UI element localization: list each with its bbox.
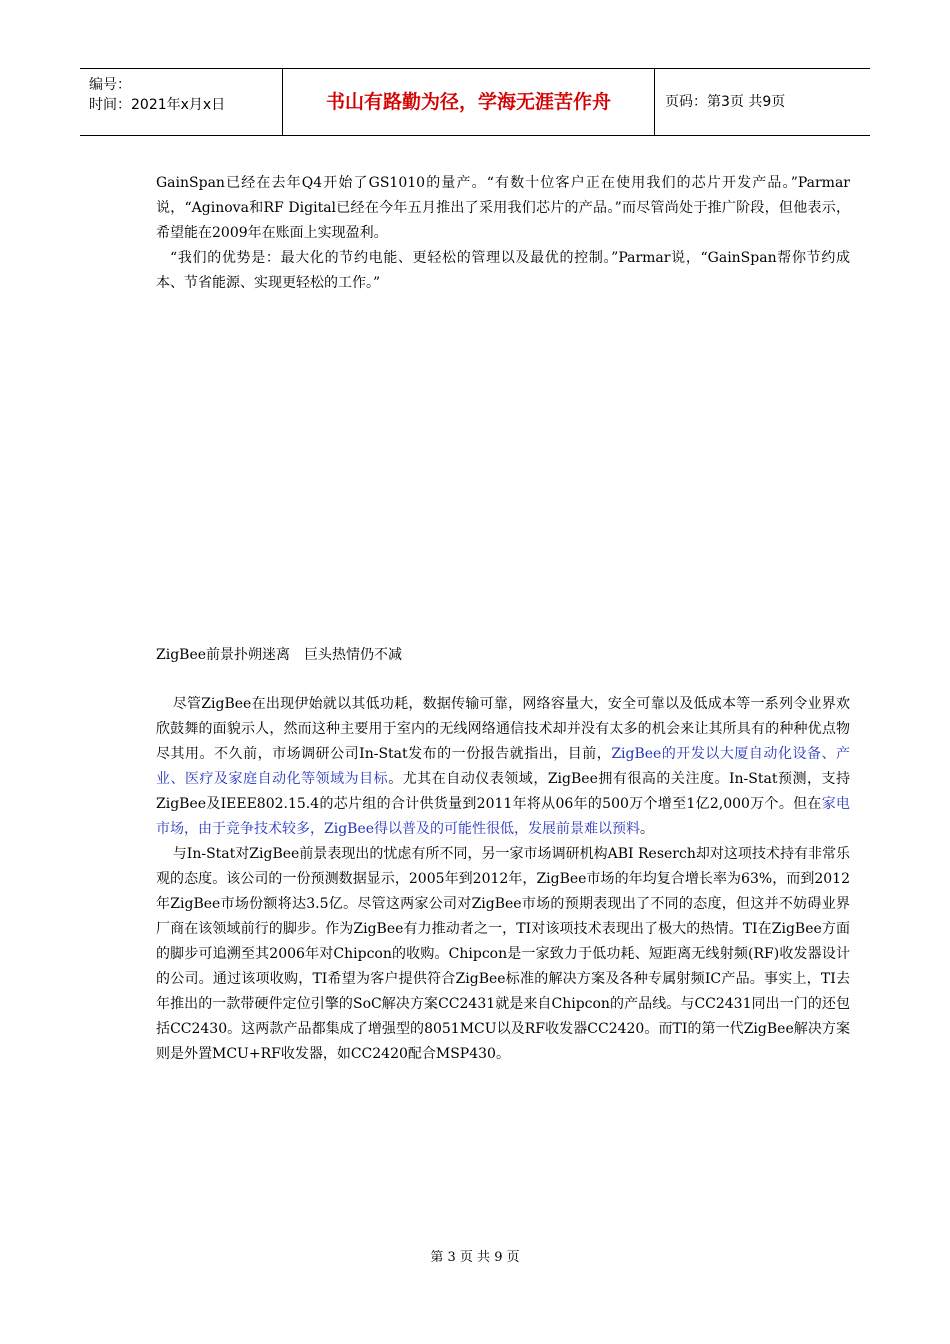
paragraph-zigbee-instat	[156, 692, 850, 842]
document-date: 时间：2021年x月x日	[89, 97, 226, 113]
text-run: 尽管ZigBee在出现伊始就以其低功耗，数据传输可靠，网络容量大，安全可靠以及低成本等一系列令业界欢欣鼓舞的面貌示人，然而这种主要用于室内的无线网络通信技术却并没有太多的机会来让其所具有的种种优点物尽其用。不久前，市场调研公司In-Stat发布的一份报告就指出，目前，	[156, 696, 850, 762]
header-meta	[80, 69, 282, 135]
section-gainspan	[156, 171, 850, 296]
page-footer: 第 3 页 共 9 页	[430, 1250, 520, 1265]
section-heading: ZigBee前景扑朔迷离 巨头热情仍不减	[156, 647, 403, 663]
header-page-number: 页码：第3页 共9页	[665, 94, 786, 110]
highlight-text: ZigBee的开发以大厦自动化设备、产业、医疗及家庭自动化等领域为目标	[156, 746, 850, 787]
paragraph-gainspan-advantage: “我们的优势是：最大化的节约电能、更轻松的管理以及最优的控制。”Parmar说，“GainSpan帮你节约成本、节省能源、实现更轻松的工作。”	[156, 250, 850, 291]
paragraph-gainspan-production: GainSpan已经在去年Q4开始了GS1010的量产。“有数十位客户正在使用我们的芯片开发产品。”Parmar说，“Aginova和RF Digital已经在今年五月推出了采用我们芯片的产品。”而尽管尚处于推广阶段，但他表示，希望能在2009年在账面上实现盈利。	[156, 175, 850, 241]
section-zigbee-heading-wrap	[156, 643, 850, 668]
header-motto: 书山有路勤为径，学海无涯苦作舟	[282, 69, 655, 135]
text-run: 。	[640, 821, 655, 837]
document-number: 编号：	[89, 77, 131, 93]
highlight-text: 家电市场，由于竞争技术较多，ZigBee得以普及的可能性很低，发展前景难以预料	[156, 796, 850, 837]
page-header	[80, 68, 870, 136]
paragraph-zigbee-abi-ti: 与In-Stat对ZigBee前景表现出的忧虑有所不同，另一家市场调研机构ABI Reserch却对这项技术持有非常乐观的态度。该公司的一份预测数据显示，2005年到2012年，ZigBee市场的年均复合增长率为63%，而到2012年ZigBee市场份额将达3.5亿。尽管这两家公司对ZigBee市场的预期表现出了不同的态度，但这并不妨碍业界厂商在该领域前行的脚步。作为ZigBee有力推动者之一，TI对该项技术表现出了极大的热情。TI在ZigBee方面的脚步可追溯至其2006年对Chipcon的收购。Chipcon是一家致力于低功耗、短距离无线射频(RF)收发器设计的公司。通过该项收购，TI希望为客户提供符合ZigBee标准的解决方案及各种专属射频IC产品。事实上，TI去年推出的一款带硬件定位引擎的SoC解决方案CC2431就是来自Chipcon的产品线。与CC2431同出一门的还包括CC2430。这两款产品都集成了增强型的8051MCU以及RF收发器CC2420。而TI的第一代ZigBee解决方案则是外置MCU+RF收发器，如CC2420配合MSP430。	[156, 846, 850, 1062]
section-zigbee	[156, 692, 850, 1067]
text-run: 。尤其在自动仪表领域，ZigBee拥有很高的关注度。In-Stat预测，支持ZigBee及IEEE802.15.4的芯片组的合计供货量到2011年将从06年的500万个增至1亿2,000万个。但在	[156, 771, 851, 812]
